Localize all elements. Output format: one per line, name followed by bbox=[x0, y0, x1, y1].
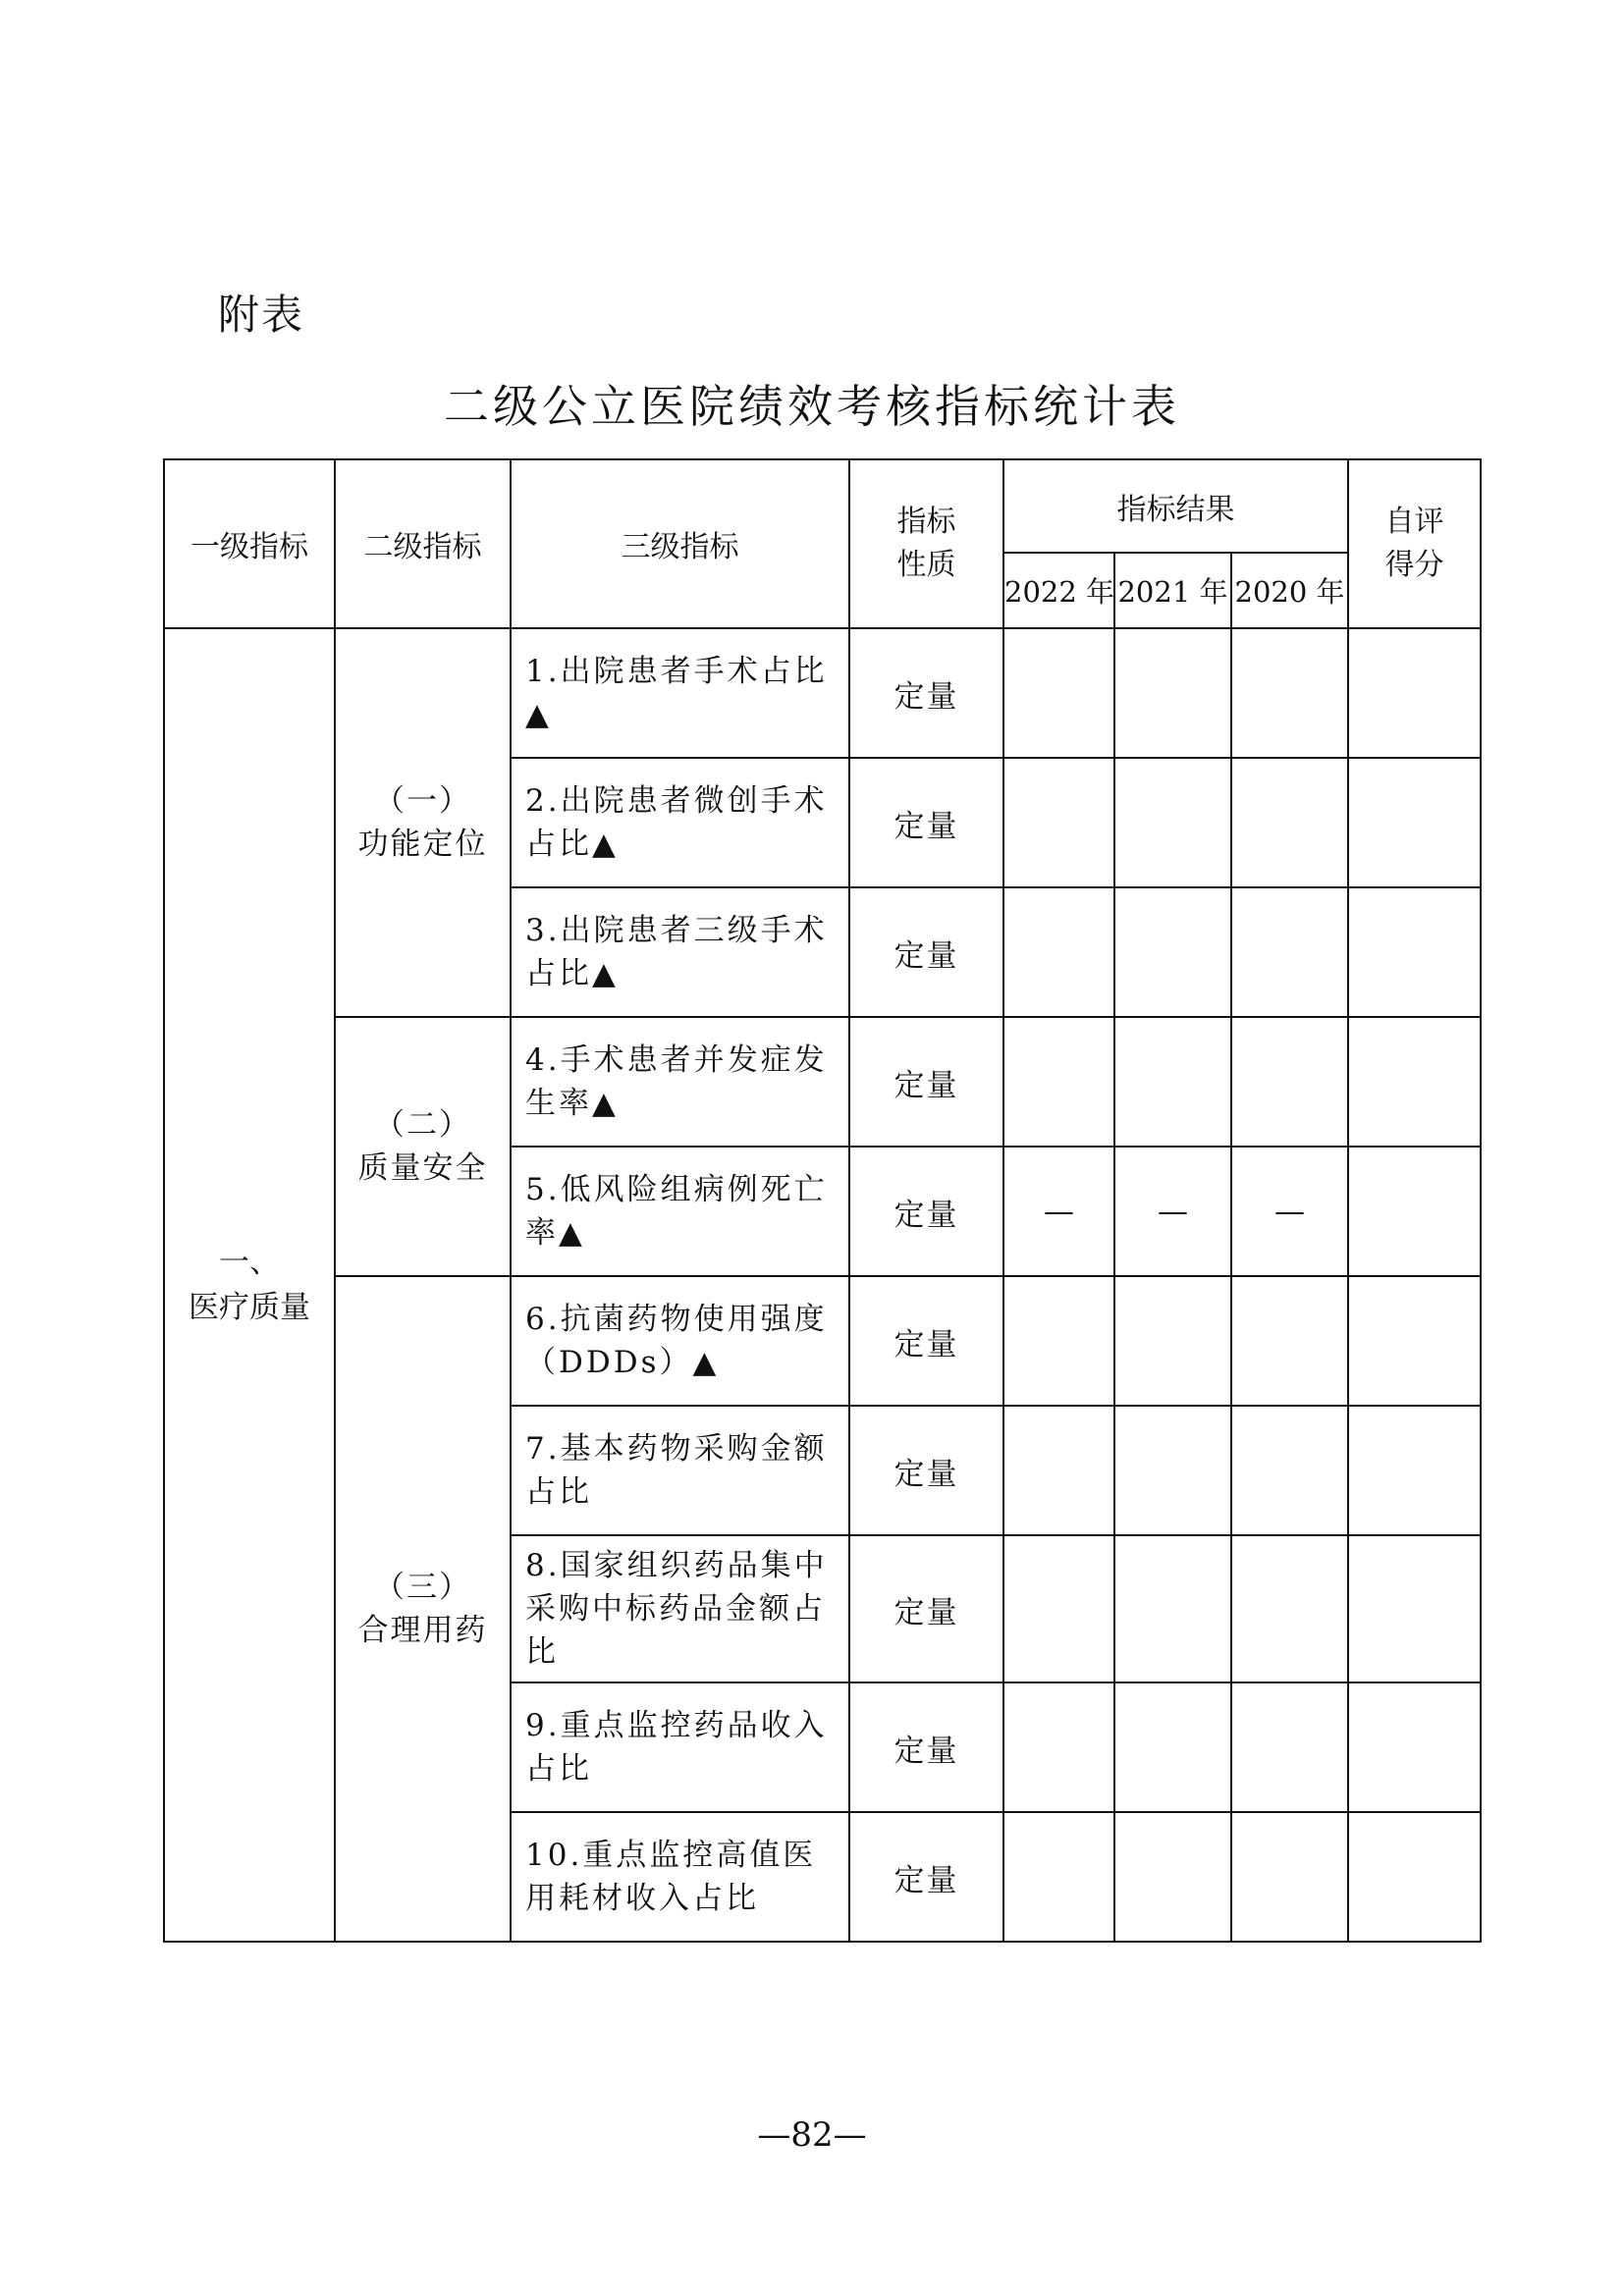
group-cell-1 bbox=[335, 628, 511, 1017]
nature-cell: 定量 bbox=[849, 1406, 1003, 1535]
header-nature bbox=[849, 459, 1003, 628]
value-2020-cell: — bbox=[1231, 1147, 1348, 1276]
header-self-line2: 得分 bbox=[1384, 548, 1444, 582]
indicator-cell: 8.国家组织药品集中采购中标药品金额占比 bbox=[511, 1535, 849, 1682]
nature-cell: 定量 bbox=[849, 1535, 1003, 1682]
self-score-cell bbox=[1348, 1682, 1481, 1812]
value-2021-cell bbox=[1114, 1682, 1231, 1812]
self-score-cell bbox=[1348, 758, 1481, 887]
self-score-cell bbox=[1348, 1406, 1481, 1535]
nature-cell: 定量 bbox=[849, 1812, 1003, 1942]
value-2021-cell bbox=[1114, 1406, 1231, 1535]
header-self-line1: 自评 bbox=[1384, 505, 1444, 539]
indicator-cell: 7.基本药物采购金额占比 bbox=[511, 1406, 849, 1535]
self-score-cell bbox=[1348, 1535, 1481, 1682]
header-level3: 三级指标 bbox=[511, 459, 849, 628]
self-score-cell bbox=[1348, 887, 1481, 1017]
value-2021-cell bbox=[1114, 1276, 1231, 1406]
nature-cell: 定量 bbox=[849, 758, 1003, 887]
value-2022-cell bbox=[1003, 1682, 1114, 1812]
value-2020-cell bbox=[1231, 1812, 1348, 1942]
value-2022-cell bbox=[1003, 1017, 1114, 1147]
self-score-cell bbox=[1348, 1017, 1481, 1147]
indicator-cell: 4.手术患者并发症发生率▲ bbox=[511, 1017, 849, 1147]
appendix-label: 附表 bbox=[218, 291, 305, 339]
value-2020-cell bbox=[1231, 1535, 1348, 1682]
table-row bbox=[164, 628, 1481, 758]
value-2021-cell bbox=[1114, 887, 1231, 1017]
group-line1: （二） bbox=[374, 1107, 471, 1143]
value-2020-cell bbox=[1231, 1017, 1348, 1147]
group-line2: 质量安全 bbox=[357, 1150, 488, 1186]
nature-cell: 定量 bbox=[849, 887, 1003, 1017]
value-2022-cell bbox=[1003, 1812, 1114, 1942]
header-year-2020: 2020 年 bbox=[1231, 553, 1348, 628]
value-2022-cell: — bbox=[1003, 1147, 1114, 1276]
header-level2: 二级指标 bbox=[335, 459, 511, 628]
value-2021-cell bbox=[1114, 1812, 1231, 1942]
nature-cell: 定量 bbox=[849, 1017, 1003, 1147]
value-2022-cell bbox=[1003, 887, 1114, 1017]
self-score-cell bbox=[1348, 1812, 1481, 1942]
indicator-table bbox=[163, 458, 1482, 1943]
header-level1: 一级指标 bbox=[164, 459, 335, 628]
indicator-cell: 5.低风险组病例死亡率▲ bbox=[511, 1147, 849, 1276]
group-cell-3 bbox=[335, 1276, 511, 1942]
value-2022-cell bbox=[1003, 1406, 1114, 1535]
nature-cell: 定量 bbox=[849, 1147, 1003, 1276]
header-year-2022: 2022 年 bbox=[1003, 553, 1114, 628]
value-2020-cell bbox=[1231, 1682, 1348, 1812]
indicator-cell: 1.出院患者手术占比▲ bbox=[511, 628, 849, 758]
indicator-cell: 3.出院患者三级手术占比▲ bbox=[511, 887, 849, 1017]
value-2022-cell bbox=[1003, 758, 1114, 887]
indicator-cell: 9.重点监控药品收入占比 bbox=[511, 1682, 849, 1812]
value-2020-cell bbox=[1231, 887, 1348, 1017]
header-nature-line2: 性质 bbox=[896, 548, 956, 582]
value-2021-cell bbox=[1114, 1017, 1231, 1147]
level1-line2: 医疗质量 bbox=[189, 1290, 310, 1325]
self-score-cell bbox=[1348, 628, 1481, 758]
value-2020-cell bbox=[1231, 758, 1348, 887]
value-2021-cell bbox=[1114, 1535, 1231, 1682]
indicator-cell: 6.抗菌药物使用强度（DDDs）▲ bbox=[511, 1276, 849, 1406]
value-2021-cell bbox=[1114, 758, 1231, 887]
level1-line1: 一、 bbox=[219, 1245, 280, 1280]
header-self-score bbox=[1348, 459, 1481, 628]
value-2022-cell bbox=[1003, 1276, 1114, 1406]
value-2021-cell bbox=[1114, 628, 1231, 758]
page-number: —82— bbox=[757, 2115, 867, 2155]
value-2021-cell: — bbox=[1114, 1147, 1231, 1276]
level1-cell bbox=[164, 628, 335, 1942]
self-score-cell bbox=[1348, 1276, 1481, 1406]
group-line1: （三） bbox=[374, 1570, 471, 1605]
group-line2: 合理用药 bbox=[357, 1613, 488, 1648]
nature-cell: 定量 bbox=[849, 1276, 1003, 1406]
value-2020-cell bbox=[1231, 1406, 1348, 1535]
nature-cell: 定量 bbox=[849, 628, 1003, 758]
page-title: 二级公立医院绩效考核指标统计表 bbox=[444, 380, 1180, 433]
indicator-cell: 2.出院患者微创手术占比▲ bbox=[511, 758, 849, 887]
table-row bbox=[164, 1276, 1481, 1406]
nature-cell: 定量 bbox=[849, 1682, 1003, 1812]
header-nature-line1: 指标 bbox=[896, 505, 956, 539]
group-line2: 功能定位 bbox=[357, 827, 488, 862]
value-2022-cell bbox=[1003, 1535, 1114, 1682]
indicator-cell: 10.重点监控高值医用耗材收入占比 bbox=[511, 1812, 849, 1942]
table-row bbox=[164, 1017, 1481, 1147]
group-cell-2 bbox=[335, 1017, 511, 1276]
value-2022-cell bbox=[1003, 628, 1114, 758]
self-score-cell bbox=[1348, 1147, 1481, 1276]
group-line1: （一） bbox=[374, 783, 471, 819]
header-results: 指标结果 bbox=[1003, 459, 1348, 553]
header-year-2021: 2021 年 bbox=[1114, 553, 1231, 628]
value-2020-cell bbox=[1231, 1276, 1348, 1406]
value-2020-cell bbox=[1231, 628, 1348, 758]
